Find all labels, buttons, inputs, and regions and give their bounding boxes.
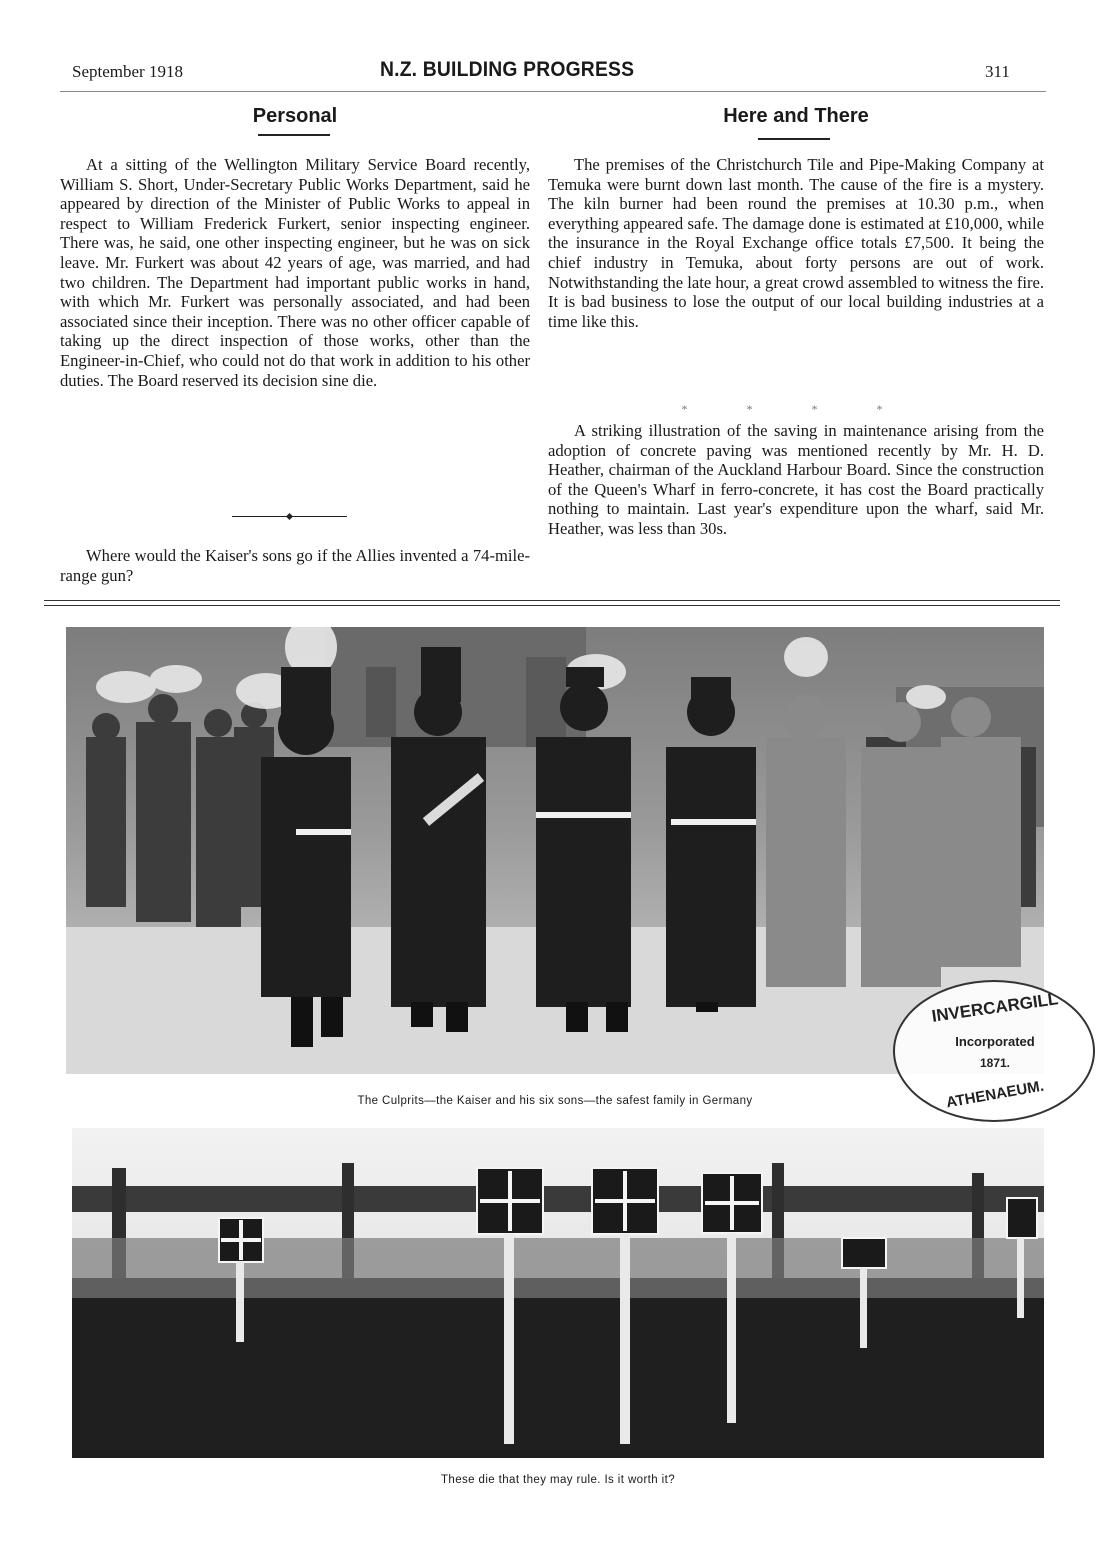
page-number: 311 <box>985 62 1010 81</box>
issue-date: September 1918 <box>72 62 183 81</box>
personal-heading-rule <box>258 134 330 136</box>
photo-1-caption: The Culprits—the Kaiser and his six sons—the safest family in Germany <box>357 1095 753 1107</box>
personal-paragraph-1: At a sitting of the Wellington Military Service Board recently, William S. Short, Under-Secretary Public Works Department, said he appeared by direction of the Minister of Public Works to appeal in respect to William Frederick Furkert, senior inspecting engineer. There was, he said, one other inspecting engineer, but he was on sick leave. Mr. Furkert was about 42 years of age, was married, and had two children. The Department had important public works in hand, with which Mr. Furkert was personally associated, and had been associated since their inception. There was no other officer capable of taking up the direct inspection of those works, other than the Engineer-in-Chief, who could not do that work in addition to his other duties. The Board reserved its decision sine die. <box>60 155 530 390</box>
publication-title: N.Z. BUILDING PROGRESS <box>380 58 635 81</box>
kaiser-procession-illustration <box>66 627 1044 1074</box>
stamp-middle-text-2: 1871. <box>979 1056 1011 1070</box>
ornament-diamond <box>286 512 293 519</box>
here-and-there-article-2 <box>548 421 1044 539</box>
personal-heading: Personal <box>252 105 338 127</box>
personal-article <box>60 155 530 390</box>
kaiser-procession-photo <box>66 627 1044 1074</box>
here-and-there-paragraph-2: A striking illustration of the saving in maintenance arising from the adoption of concrete paving was mentioned recently by Mr. H. D. Heather, chairman of the Auckland Harbour Board. Since the construction of the Queen's Wharf in ferro-concrete, it has cost the Board practically nothing to maintain. Last year's expenditure upon the wharf, said Mr. Heather, was less than 30s. <box>548 421 1044 538</box>
stamp-top-text: INVERCARGILL <box>930 989 1060 1026</box>
kaiser-quip <box>60 546 530 585</box>
war-graves-photo <box>72 1128 1044 1458</box>
library-stamp <box>893 980 1095 1122</box>
photo-2-caption: These die that they may rule. Is it worth it? <box>440 1474 676 1486</box>
here-and-there-article-1 <box>548 155 1044 331</box>
header-rule <box>60 91 1046 92</box>
here-and-there-heading: Here and There <box>723 105 869 127</box>
stamp-middle-text-1: Incorporated <box>955 1034 1035 1049</box>
divider-rule-bottom <box>44 605 1060 606</box>
stamp-bottom-text: ATHENAEUM. <box>944 1077 1046 1112</box>
here-and-there-paragraph-1: The premises of the Christchurch Tile and Pipe-Making Company at Temuka were burnt down last month. The cause of the fire is a mystery. The kiln burner had been round the premises at 10.30 p.m., when everything appeared safe. The damage done is estimated at £10,000, while the insurance in the Royal Exchange office totals £7,500. It being the chief industry in Temuka, about forty persons are out of work. Notwithstanding the late hour, a great crowd assembled to witness the fire. It is bad business to lose the output of our local building industries at a time like this. <box>548 155 1044 331</box>
war-graves-illustration <box>72 1128 1044 1458</box>
section-separator-stars: * * * * <box>681 402 911 416</box>
divider-rule-top <box>44 600 1060 601</box>
here-and-there-heading-rule <box>758 138 830 140</box>
personal-paragraph-2: Where would the Kaiser's sons go if the Allies invented a 74-mile-range gun? <box>60 546 530 585</box>
